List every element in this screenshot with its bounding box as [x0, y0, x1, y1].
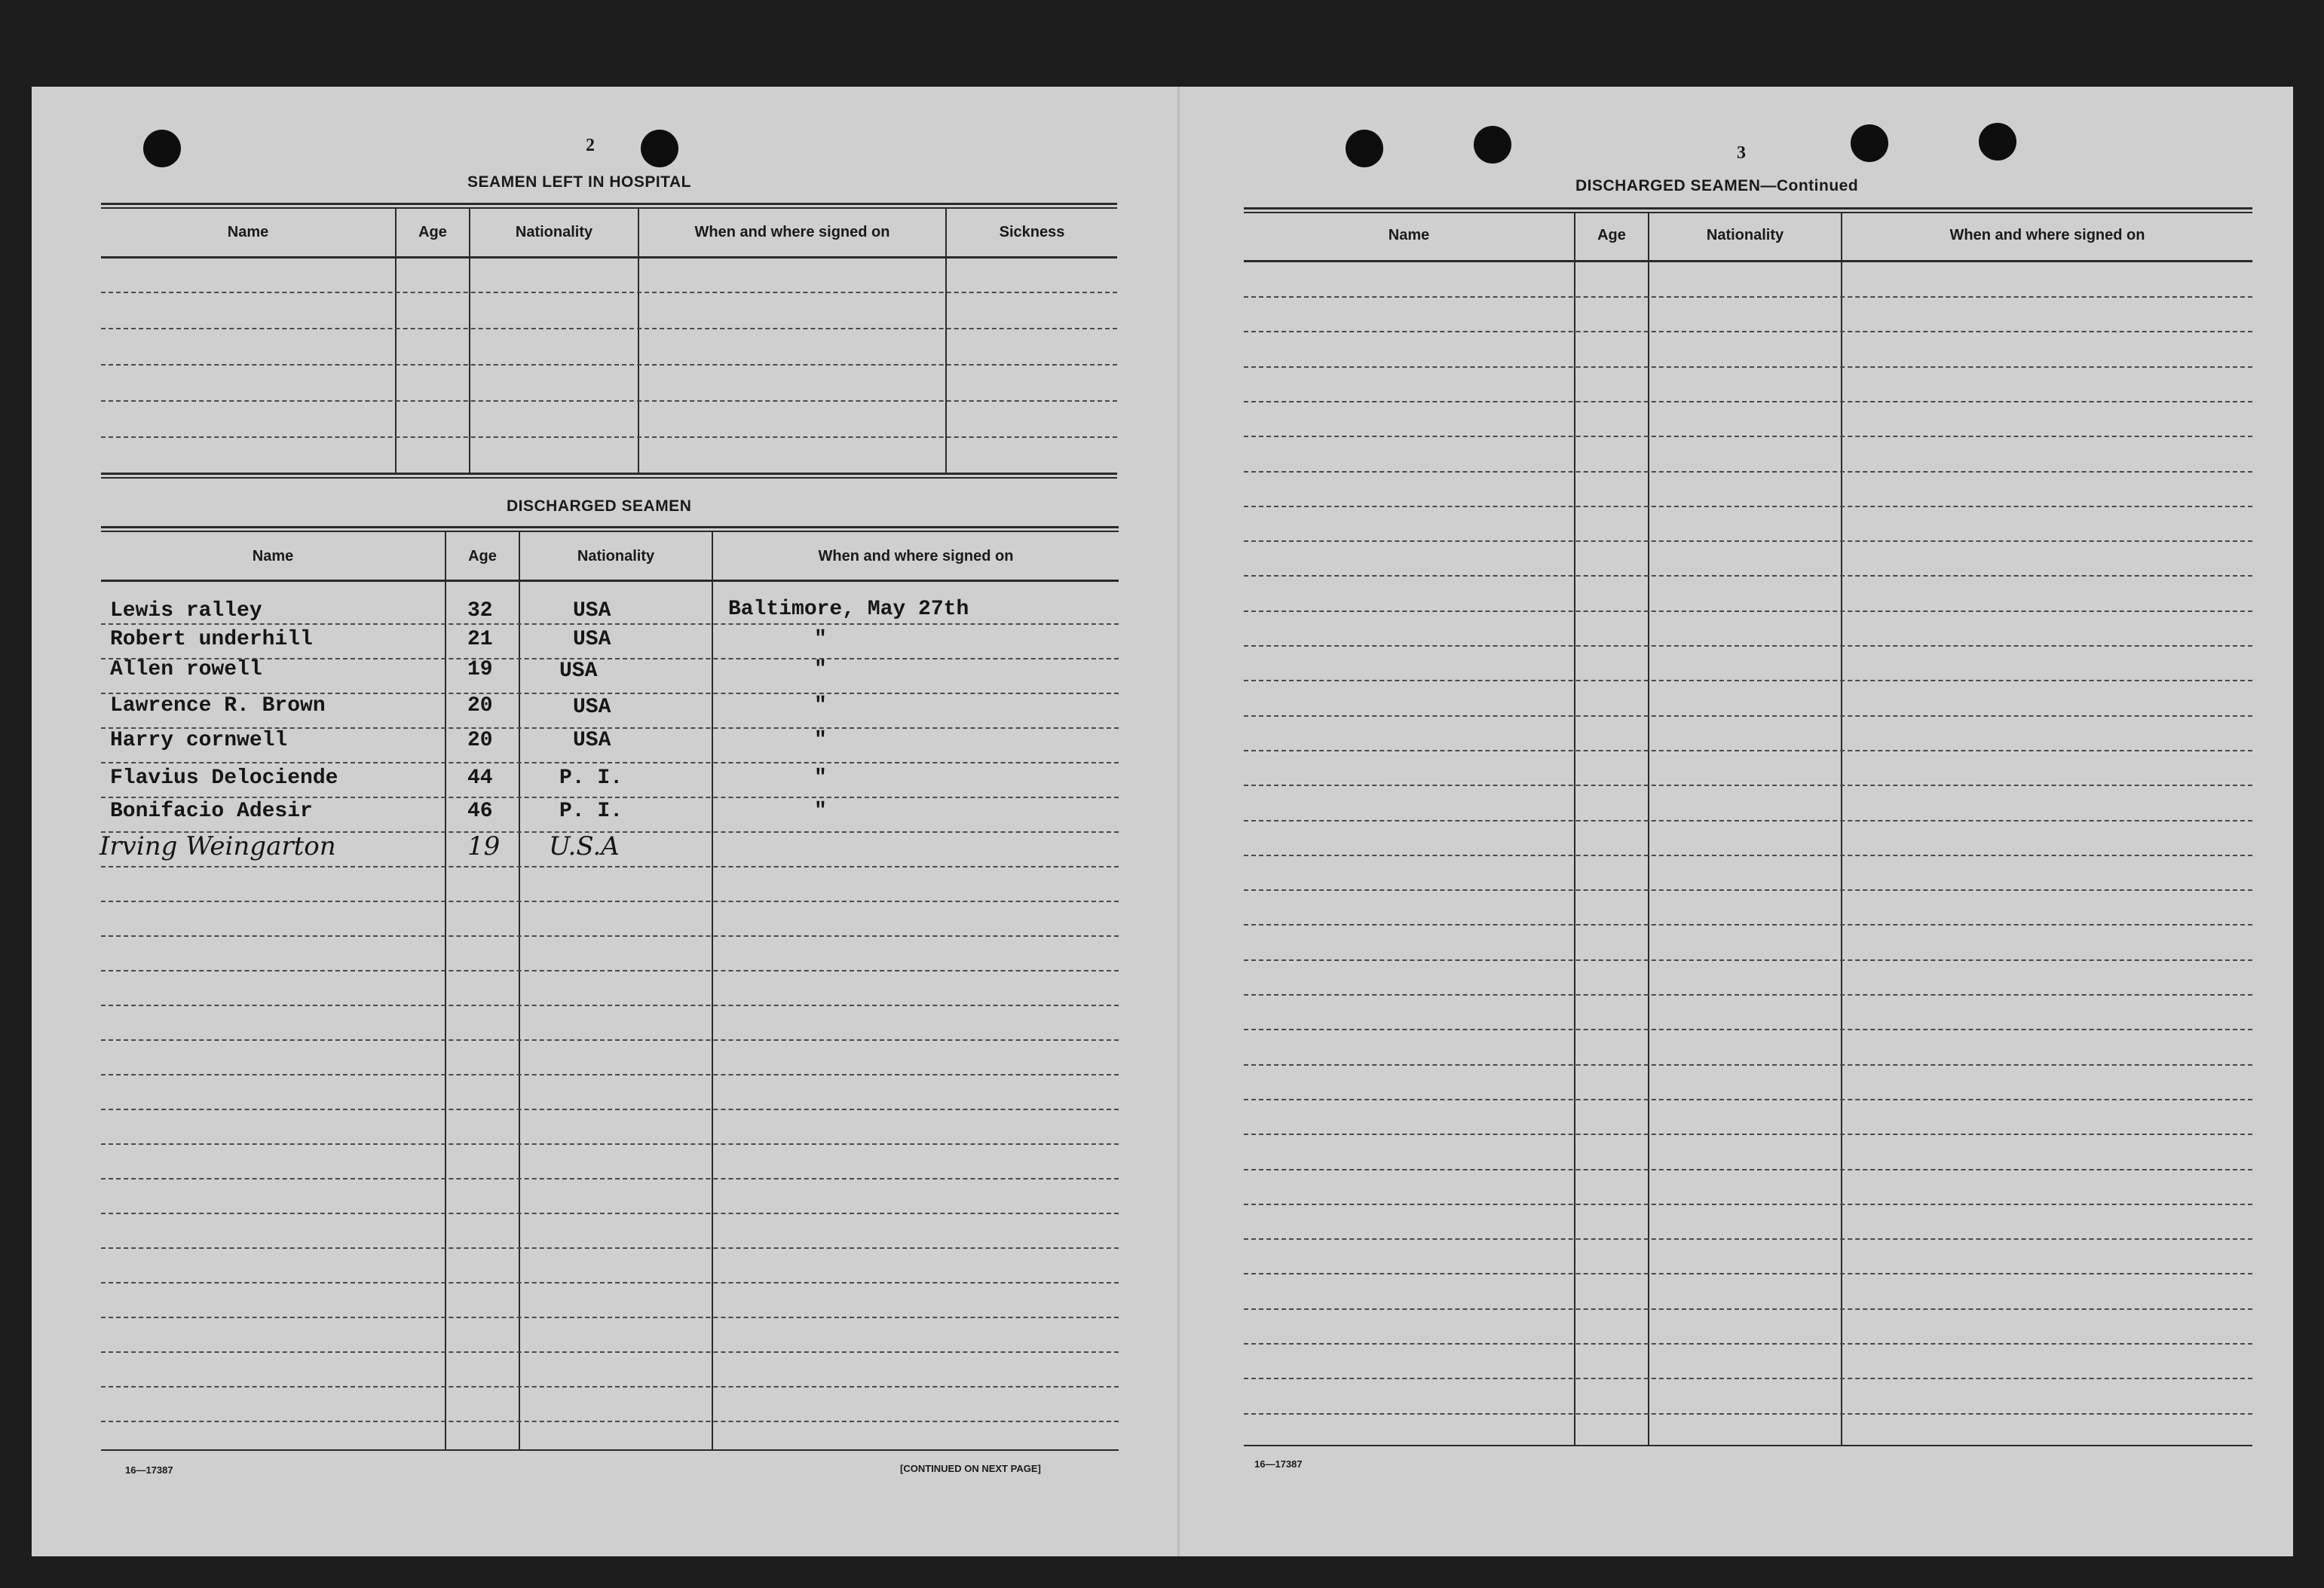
handwritten-seaman-nationality: U.S.A — [549, 831, 620, 861]
discharged-row-line — [101, 1351, 1119, 1353]
hospital-col-name: Name — [227, 224, 269, 240]
right-row-line — [1244, 994, 2252, 996]
seaman-signed-on: " — [814, 658, 827, 681]
right-row-line — [1244, 1273, 2252, 1274]
seaman-name: Lewis ralley — [110, 599, 262, 623]
seaman-nationality: P. I. — [559, 800, 623, 823]
right-top-rule-2 — [1244, 212, 2252, 213]
right-row-line — [1244, 1378, 2252, 1379]
right-col-divider — [1648, 212, 1649, 1446]
right-row-line — [1244, 750, 2252, 751]
punch-hole — [641, 130, 678, 167]
discharged-row-line — [101, 1074, 1119, 1075]
right-row-line — [1244, 889, 2252, 891]
seaman-signed-on: " — [814, 694, 827, 718]
punch-hole — [143, 130, 181, 167]
seaman-nationality: USA — [559, 659, 598, 683]
discharged-bottom-rule — [101, 1449, 1119, 1451]
discharged-section-title: DISCHARGED SEAMEN — [507, 497, 692, 515]
hospital-section-title: SEAMEN LEFT IN HOSPITAL — [467, 173, 691, 191]
right-row-line — [1244, 959, 2252, 961]
seaman-age: 19 — [467, 658, 493, 681]
seaman-age: 32 — [467, 599, 493, 623]
discharged-row-line — [101, 1282, 1119, 1284]
right-row-line — [1244, 610, 2252, 612]
seaman-signed-on: Baltimore, May 27th — [728, 598, 969, 621]
right-top-rule — [1244, 207, 2252, 210]
right-bottom-rule — [1244, 1445, 2252, 1446]
seaman-name: Flavius Delociende — [110, 766, 338, 790]
right-row-line — [1244, 1343, 2252, 1345]
right-row-line — [1244, 1238, 2252, 1240]
hospital-row-line — [101, 292, 1117, 293]
right-row-line — [1244, 366, 2252, 368]
punch-hole — [1979, 123, 2016, 161]
right-row-line — [1244, 924, 2252, 926]
right-row-line — [1244, 1134, 2252, 1135]
discharged-top-rule — [101, 526, 1119, 528]
seaman-nationality: USA — [573, 696, 611, 719]
right-row-line — [1244, 785, 2252, 786]
right-row-line — [1244, 1204, 2252, 1205]
right-row-line — [1244, 575, 2252, 577]
discharged-row-line — [101, 1213, 1119, 1214]
right-row-line — [1244, 820, 2252, 822]
discharged-row-line — [101, 1317, 1119, 1318]
right-row-line — [1244, 540, 2252, 542]
right-row-line — [1244, 680, 2252, 681]
discharged-col-divider — [445, 531, 446, 1451]
right-section-title: DISCHARGED SEAMEN—Continued — [1575, 177, 1859, 194]
hospital-header-rule — [101, 256, 1117, 259]
discharged-row-line — [101, 1247, 1119, 1249]
hospital-col-divider — [469, 207, 470, 475]
hospital-bottom-rule — [101, 473, 1117, 475]
seaman-age: 20 — [467, 729, 493, 752]
seaman-signed-on: " — [814, 628, 827, 651]
hospital-row-line — [101, 436, 1117, 438]
left-form-number: 16—17387 — [125, 1464, 173, 1476]
discharged-row-line — [101, 1143, 1119, 1145]
discharged-col-signed-on: When and where signed on — [818, 548, 1014, 565]
discharged-col-name: Name — [252, 548, 294, 565]
hospital-top-rule — [101, 203, 1117, 205]
seaman-name: Bonifacio Adesir — [110, 800, 313, 823]
hospital-col-signed-on: When and where signed on — [694, 224, 890, 240]
right-row-line — [1244, 855, 2252, 856]
right-form-number: 16—17387 — [1254, 1458, 1303, 1470]
seaman-age: 21 — [467, 628, 493, 651]
right-row-line — [1244, 331, 2252, 332]
right-header-rule — [1244, 260, 2252, 262]
right-col-nationality: Nationality — [1706, 227, 1784, 243]
discharged-row-line — [101, 970, 1119, 971]
hospital-col-divider — [945, 207, 947, 475]
hospital-bottom-rule-2 — [101, 477, 1117, 479]
seaman-signed-on: " — [814, 729, 827, 752]
seaman-age: 46 — [467, 800, 493, 823]
seaman-nationality: P. I. — [559, 766, 623, 790]
right-row-line — [1244, 1169, 2252, 1170]
discharged-row-line — [101, 901, 1119, 902]
right-row-line — [1244, 471, 2252, 473]
discharged-row-line — [101, 866, 1119, 867]
left-page-number: 2 — [586, 136, 595, 155]
discharged-row-line — [101, 1109, 1119, 1110]
right-row-line — [1244, 715, 2252, 717]
hospital-col-sickness: Sickness — [999, 224, 1065, 240]
handwritten-seaman-name: Irving Weingarton — [100, 831, 336, 861]
discharged-col-divider — [712, 531, 713, 1451]
discharged-row-line — [101, 935, 1119, 937]
discharged-row-line — [101, 797, 1119, 798]
right-row-line — [1244, 645, 2252, 647]
right-col-name: Name — [1388, 227, 1430, 243]
discharged-row-line — [101, 1178, 1119, 1180]
discharged-header-rule — [101, 580, 1119, 582]
right-row-line — [1244, 401, 2252, 402]
discharged-col-age: Age — [468, 548, 497, 565]
hospital-top-rule-2 — [101, 207, 1117, 209]
right-row-line — [1244, 1064, 2252, 1066]
right-col-signed-on: When and where signed on — [1949, 227, 2145, 243]
seaman-nationality: USA — [573, 599, 611, 623]
hospital-col-divider — [395, 207, 397, 475]
punch-hole — [1851, 124, 1888, 162]
hospital-row-line — [101, 328, 1117, 329]
right-col-divider — [1841, 212, 1842, 1446]
discharged-col-nationality: Nationality — [577, 548, 655, 565]
right-row-line — [1244, 1413, 2252, 1415]
punch-hole — [1346, 130, 1383, 167]
seaman-nationality: USA — [573, 628, 611, 651]
right-row-line — [1244, 1099, 2252, 1100]
right-row-line — [1244, 1029, 2252, 1030]
right-row-line — [1244, 296, 2252, 298]
seaman-name: Allen rowell — [110, 658, 262, 681]
page-fold — [1177, 87, 1180, 1556]
discharged-row-line — [101, 1039, 1119, 1041]
seaman-name: Robert underhill — [110, 628, 313, 651]
hospital-col-divider — [638, 207, 639, 475]
discharged-row-line — [101, 762, 1119, 763]
discharged-row-line — [101, 1421, 1119, 1422]
seaman-signed-on: " — [814, 800, 827, 823]
discharged-row-line — [101, 1386, 1119, 1388]
hospital-row-line — [101, 364, 1117, 366]
seaman-name: Lawrence R. Brown — [110, 694, 326, 718]
discharged-row-line — [101, 623, 1119, 625]
document-sheet — [32, 87, 2293, 1556]
punch-hole — [1474, 126, 1511, 164]
discharged-row-line — [101, 1005, 1119, 1006]
seaman-signed-on: " — [814, 766, 827, 790]
hospital-col-nationality: Nationality — [515, 224, 593, 240]
right-col-age: Age — [1597, 227, 1626, 243]
right-page-number: 3 — [1737, 143, 1746, 163]
continued-note: [CONTINUED ON NEXT PAGE] — [900, 1463, 1041, 1474]
hospital-col-age: Age — [418, 224, 447, 240]
right-col-divider — [1574, 212, 1575, 1446]
right-row-line — [1244, 506, 2252, 507]
handwritten-seaman-age: 19 — [467, 831, 501, 861]
seaman-nationality: USA — [573, 729, 611, 752]
hospital-row-line — [101, 400, 1117, 402]
right-row-line — [1244, 436, 2252, 437]
right-row-line — [1244, 1308, 2252, 1310]
seaman-age: 44 — [467, 766, 493, 790]
discharged-col-divider — [519, 531, 520, 1451]
seaman-age: 20 — [467, 694, 493, 718]
seaman-name: Harry cornwell — [110, 729, 288, 752]
discharged-top-rule-2 — [101, 531, 1119, 532]
